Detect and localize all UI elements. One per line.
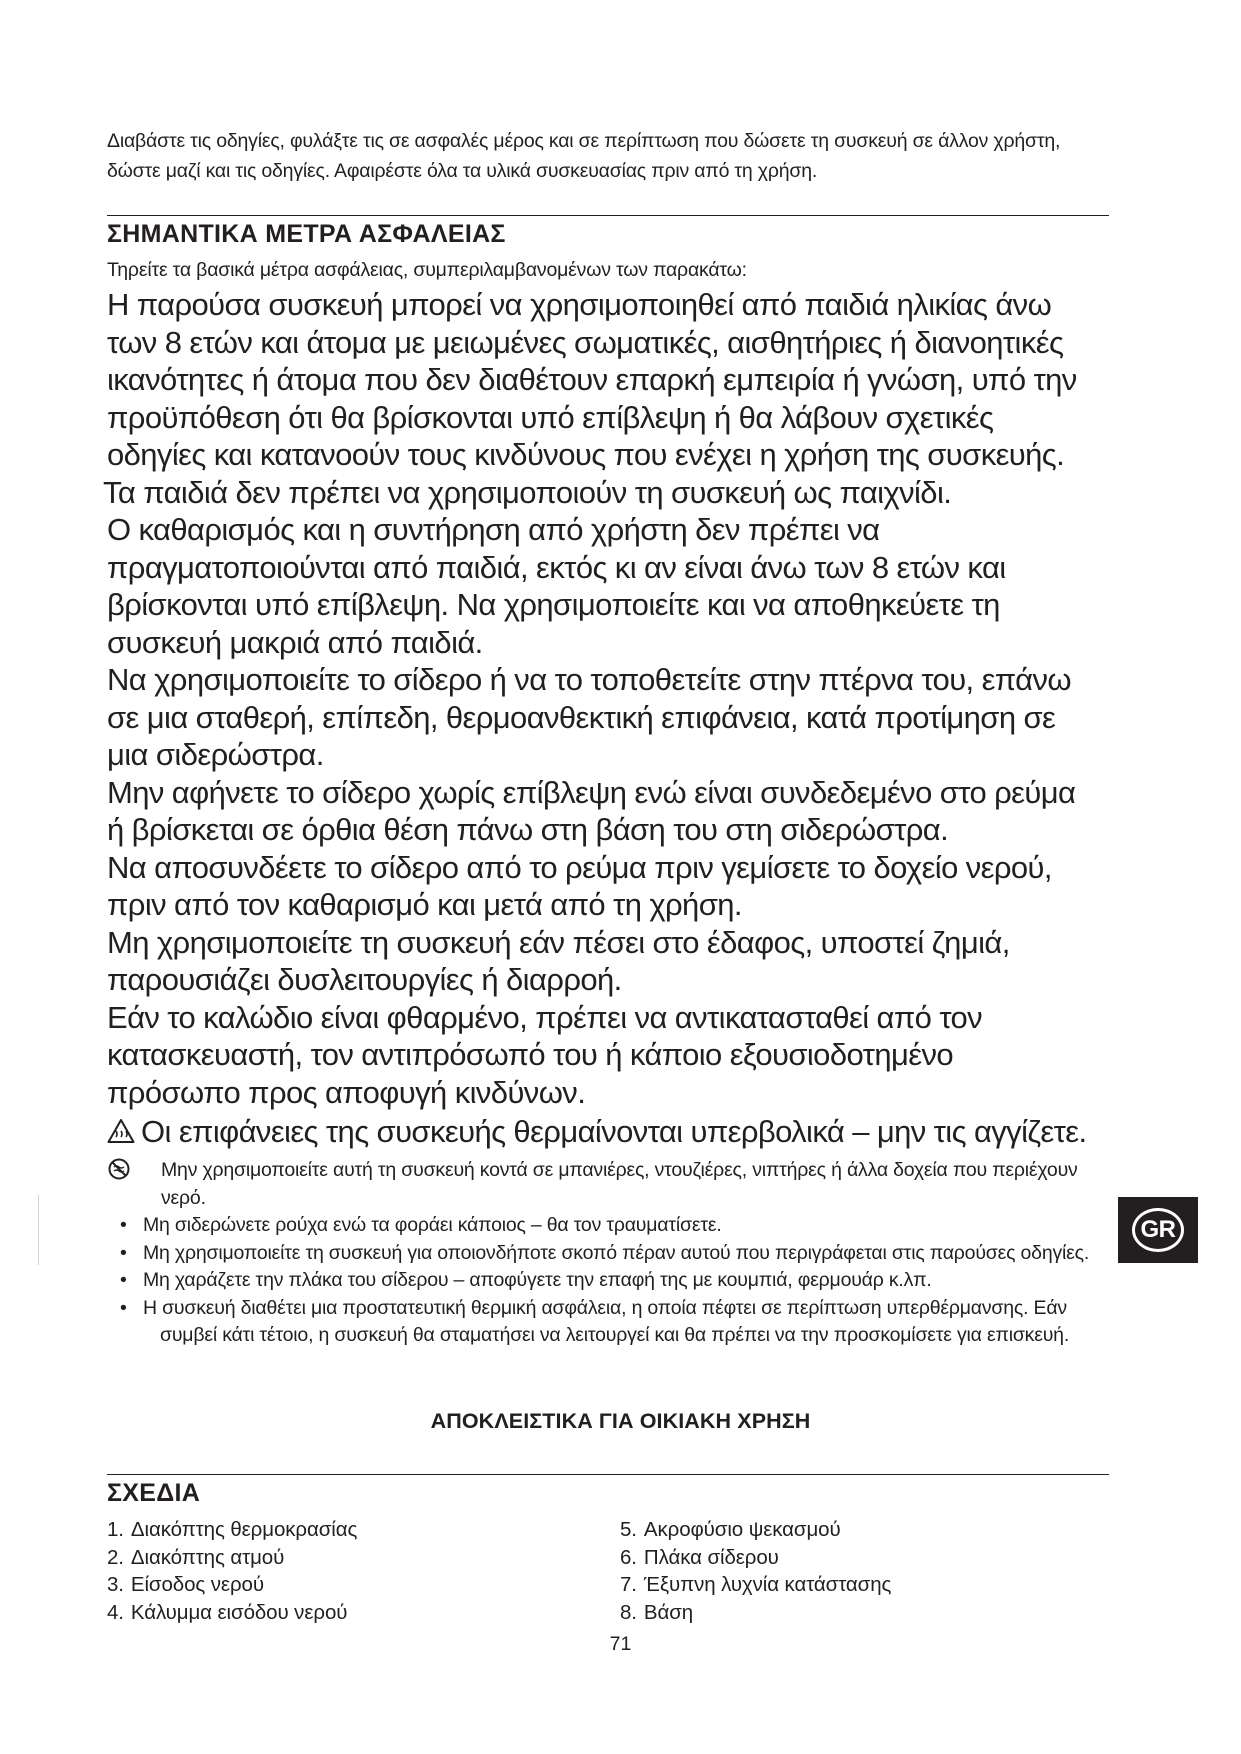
hot-surface-warning xyxy=(107,1113,1127,1151)
bullet: • xyxy=(120,1269,127,1291)
part-number: 8. xyxy=(620,1600,637,1624)
bullet: • xyxy=(120,1296,127,1319)
parts-list-right xyxy=(620,1516,891,1626)
parts-list-left xyxy=(107,1516,357,1626)
part-number: 5. xyxy=(620,1518,637,1541)
safety-line: Μη χρησιμοποιείτε τη συσκευή εάν πέσει στο έδαφος, υποστεί ζημιά, xyxy=(107,924,1010,960)
part-number: 3. xyxy=(107,1573,124,1596)
language-badge xyxy=(1118,1197,1198,1263)
part-label: Είσοδος νερού xyxy=(130,1573,264,1596)
part-number: 7. xyxy=(620,1573,637,1596)
list-item xyxy=(97,1212,1097,1240)
safety-subtitle: Τηρείτε τα βασικά μέτρα ασφάλειας, συμπεριλαμβανομένων των παρακάτω: xyxy=(107,259,747,281)
part-item xyxy=(620,1544,891,1572)
safety-line: Να χρησιμοποιείτε το σίδερο ή να το τοποθετείτε στην πτέρνα του, επάνω xyxy=(107,662,1071,697)
list-item-text: Μη χρησιμοποιείτε τη συσκευή για οποιονδήποτε σκοπό πέραν αυτού που περιγράφεται στις παρούσες οδηγίες. xyxy=(143,1241,1090,1264)
part-label: Διακόπτης ατμού xyxy=(130,1545,285,1569)
safety-line: κατασκευαστή, τον αντιπρόσωπό του ή κάποιο εξουσιοδοτημένο xyxy=(107,1037,953,1072)
part-label: Πλάκα σίδερου xyxy=(643,1545,779,1569)
safety-line: Τα παιδιά δεν πρέπει να χρησιμοποιούν τη συσκευή ως παιχνίδι. xyxy=(103,474,952,510)
safety-line: σε μια σταθερή, επίπεδη, θερμοανθεκτική επιφάνεια, κατά προτίμηση σε xyxy=(107,699,1056,735)
safety-line: Μην αφήνετε το σίδερο χωρίς επίβλεψη ενώ είναι συνδεδεμένο στο ρεύμα xyxy=(107,774,1076,810)
safety-line: πριν από τον καθαρισμό και μετά από τη χρήση. xyxy=(107,887,742,922)
section-divider xyxy=(107,215,1109,216)
warning-triangle-icon xyxy=(107,1115,135,1141)
part-number: 6. xyxy=(620,1545,637,1569)
language-code: GR xyxy=(1140,1216,1176,1243)
list-item-text: Μη χαράζετε την πλάκα του σίδερου – αποφύγετε την επαφή της με κουμπιά, φερμουάρ κ.λπ. xyxy=(143,1269,932,1291)
household-use-note: ΑΠΟΚΛΕΙΣΤΙΚΑ ΓΙΑ ΟΙΚΙΑΚΗ ΧΡΗΣΗ xyxy=(430,1409,811,1433)
part-item xyxy=(107,1599,357,1627)
list-item xyxy=(97,1295,1097,1350)
safety-line: συσκευή μακριά από παιδιά. xyxy=(107,624,483,660)
list-item xyxy=(97,1267,1097,1295)
bullet: • xyxy=(120,1241,127,1264)
part-label: Διακόπτης θερμοκρασίας xyxy=(130,1518,358,1541)
safety-line: των 8 ετών και άτομα με μειωμένες σωματικές, αισθητήριες ή διανοητικές xyxy=(107,324,1064,360)
prohibition-text: Μην χρησιμοποιείτε αυτή τη συσκευή κοντά σε μπανιέρες, ντουζιέρες, νιπτήρες ή άλλα δοχεία που περιέχουν νερό. xyxy=(161,1159,1078,1209)
hot-surface-warning-text: Οι επιφάνειες της συσκευής θερμαίνονται υπερβολικά – μην τις αγγίζετε. xyxy=(141,1114,1087,1149)
safety-line: ή βρίσκεται σε όρθια θέση πάνω στη βάση του στη σιδερώστρα. xyxy=(107,812,949,847)
bullet: • xyxy=(120,1214,127,1236)
part-label: Κάλυμμα εισόδου νερού xyxy=(130,1600,348,1624)
safety-small-list xyxy=(97,1157,1097,1350)
part-item xyxy=(107,1571,357,1599)
part-label: Ακροφύσιο ψεκασμού xyxy=(643,1518,841,1541)
part-label: Βάση xyxy=(643,1600,694,1624)
safety-line: Ο καθαρισμός και η συντήρηση από χρήστη δεν πρέπει να xyxy=(107,512,880,547)
part-item xyxy=(620,1516,891,1544)
safety-line: οδηγίες και κατανοούν τους κινδύνους που ενέχει η χρήση της συσκευής. xyxy=(107,437,1065,472)
part-item xyxy=(620,1599,891,1627)
safety-line: πρόσωπο προς αποφυγή κινδύνων. xyxy=(107,1074,586,1110)
part-number: 4. xyxy=(107,1600,124,1624)
part-item xyxy=(107,1544,357,1572)
safety-heading: ΣΗΜΑΝΤΙΚΑ ΜΕΤΡΑ ΑΣΦΑΛΕΙΑΣ xyxy=(107,220,506,248)
part-item xyxy=(107,1516,357,1544)
safety-line: Εάν το καλώδιο είναι φθαρμένο, πρέπει να αντικατασταθεί από τον xyxy=(107,999,983,1035)
prohibition-item xyxy=(97,1157,1097,1212)
part-number: 1. xyxy=(107,1518,124,1541)
parts-heading: ΣΧΕΔΙΑ xyxy=(107,1479,201,1507)
safety-line: πραγματοποιούνται από παιδιά, εκτός κι αν είναι άνω των 8 ετών και xyxy=(107,549,1006,585)
part-item xyxy=(620,1571,891,1599)
safety-line: βρίσκονται υπό επίβλεψη. Να χρησιμοποιείτε και να αποθηκεύετε τη xyxy=(107,587,1000,622)
list-item-text: Μη σιδερώνετε ρούχα ενώ τα φοράει κάποιος – θα τον τραυματίσετε. xyxy=(143,1214,722,1236)
safety-line: προϋπόθεση ότι θα βρίσκονται υπό επίβλεψη ή θα λάβουν σχετικές xyxy=(107,399,994,435)
safety-line: Να αποσυνδέετε το σίδερο από το ρεύμα πριν γεμίσετε το δοχείο νερού, xyxy=(107,849,1052,885)
section-divider xyxy=(107,1474,1109,1475)
intro-text: Διαβάστε τις οδηγίες, φυλάξτε τις σε ασφαλές μέρος και σε περίπτωση που δώσετε τη συσκευή σε άλλον χρήστη, δώστε μαζί και τις οδηγίες. Αφαιρέστε όλα τα υλικά συσκευασίας πριν από τη χρήση. xyxy=(107,130,1061,182)
list-item xyxy=(97,1240,1097,1268)
part-number: 2. xyxy=(107,1545,124,1569)
no-water-prohibition-icon xyxy=(108,1158,130,1180)
safety-large-text xyxy=(103,286,1127,1151)
page-edge-mark xyxy=(38,1195,39,1265)
part-label: Έξυπνη λυχνία κατάστασης xyxy=(643,1573,892,1596)
safety-line: Η παρούσα συσκευή μπορεί να χρησιμοποιηθεί από παιδιά ηλικίας άνω xyxy=(107,287,1052,322)
safety-line: ικανότητες ή άτομα που δεν διαθέτουν επαρκή εμπειρία ή γνώση, υπό την xyxy=(107,362,1077,397)
safety-line: παρουσιάζει δυσλειτουργίες ή διαρροή. xyxy=(107,962,622,997)
safety-line: μια σιδερώστρα. xyxy=(107,737,324,772)
page-number: 71 xyxy=(609,1633,632,1655)
list-item-text: Η συσκευή διαθέτει μια προστατευτική θερμική ασφάλεια, η οποία πέφτει σε περίπτωση υπερθέρμανσης. Εάν συμβεί κάτι τέτοιο, η συσκευή θα σταματήσει να λειτουργεί και θα πρέπει να την προσκομίσετε για επισκευή. xyxy=(143,1296,1070,1346)
